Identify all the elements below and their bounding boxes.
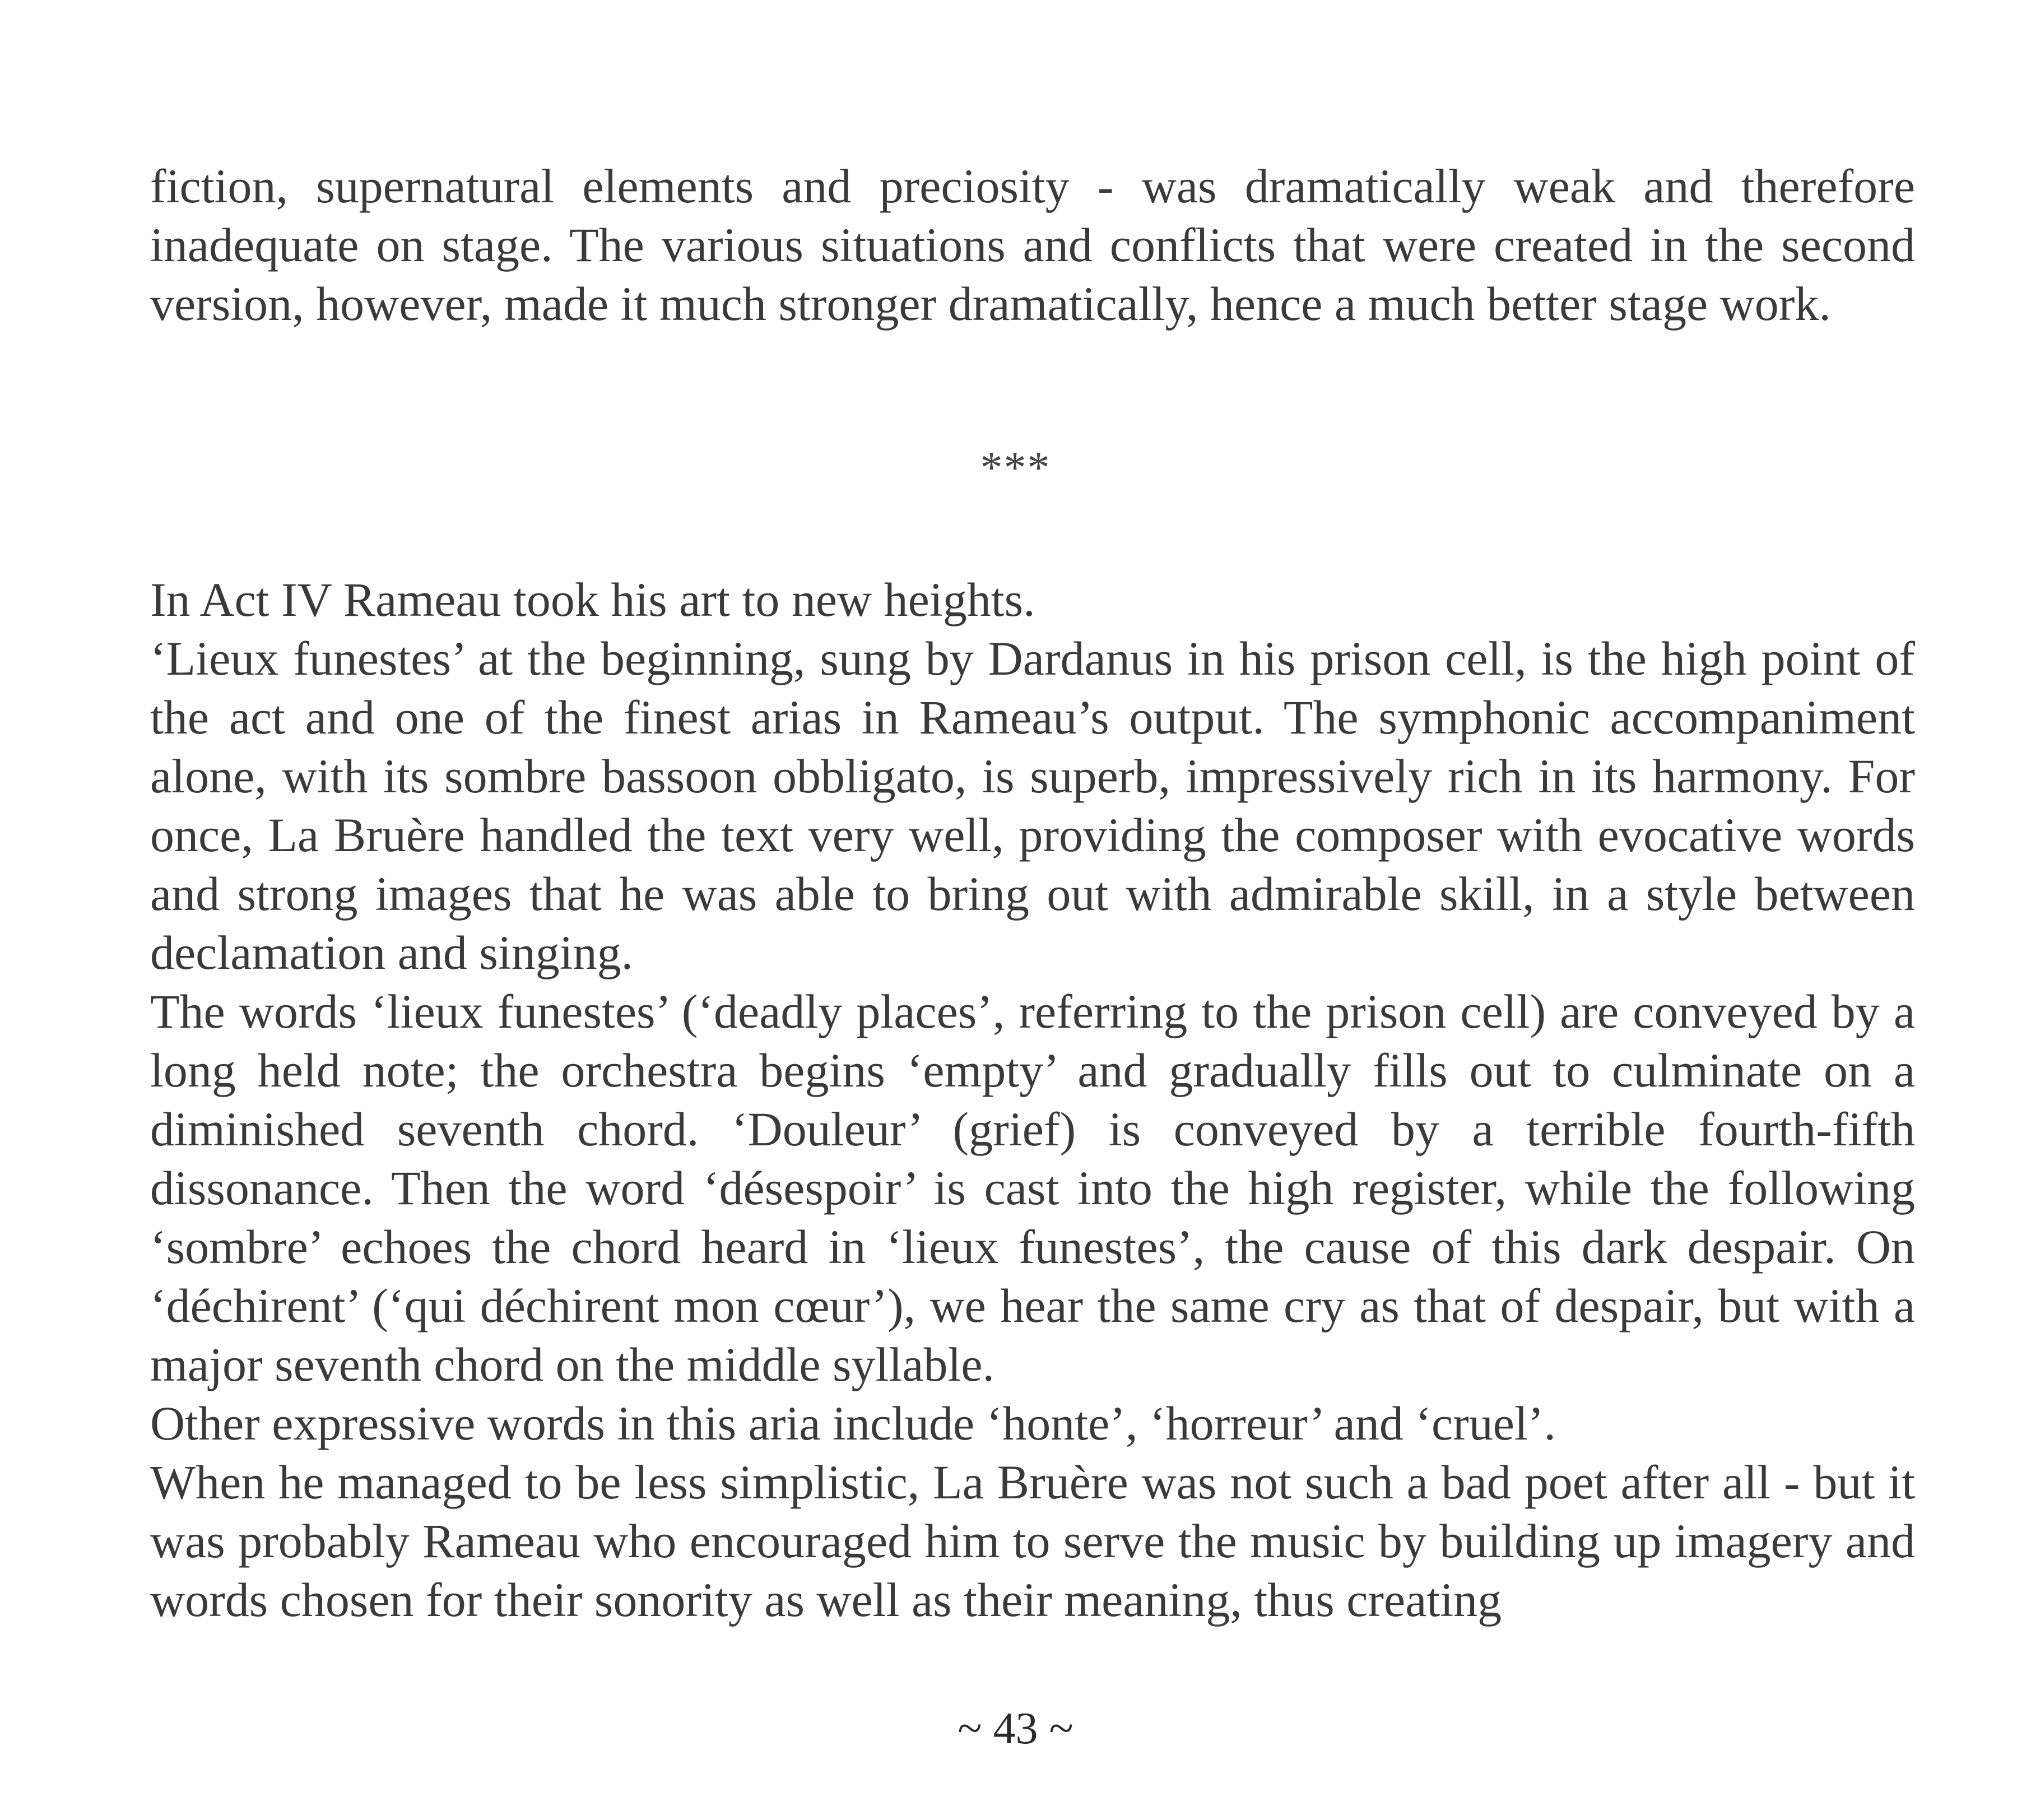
main-text-block [150,570,1915,1629]
paragraph-words-analysis: The words ‘lieux funestes’ (‘deadly places’, referring to the prison cell) are conveyed by a long held note; the orchestra begins ‘empty’ and gradually fills out to culminate on a diminished seventh chord. ‘Douleur’ (grief) is conveyed by a terrible fourth-fifth dissonance. Then the word ‘désespoir’ is cast into the high register, while the following ‘sombre’ echoes the chord heard in ‘lieux funestes’, the cause of this dark despair. On ‘déchirent’ (‘qui déchirent mon cœur’), we hear the same cry as that of despair, but with a major seventh chord on the middle syllable. [150,985,1915,1391]
continued-paragraph: fiction, supernatural elements and preciosity - was dramatically weak and therefore inadequate on stage. The various situations and conflicts that were created in the second version, however, made it much stronger dramatically, hence a much better stage work. [150,159,1915,331]
paragraph-lieux-funestes: ‘Lieux funestes’ at the beginning, sung by Dardanus in his prison cell, is the high point of the act and one of the finest arias in Rameau’s output. The symphonic accompaniment alone, with its sombre bassoon obbligato, is superb, impressively rich in its harmony. For once, La Bruère handled the text very well, providing the composer with evocative words and strong images that he was able to bring out with admirable skill, in a style between declamation and singing. [150,632,1915,979]
section-separator: *** [980,443,1051,493]
paragraph-la-bruere: When he managed to be less simplistic, La Bruère was not such a bad poet after all - but it was probably Rameau who encouraged him to serve the music by building up imagery and words chosen for their sonority as well as their meaning, thus creating [150,1455,1915,1627]
paragraph-act-iv: In Act IV Rameau took his art to new heights. [150,573,1035,626]
page-number: ~ 43 ~ [958,1704,1073,1753]
paragraph-expressive-words: Other expressive words in this aria include ‘honte’, ‘horreur’ and ‘cruel’. [150,1396,1556,1450]
continued-paragraph-block [150,157,1915,333]
